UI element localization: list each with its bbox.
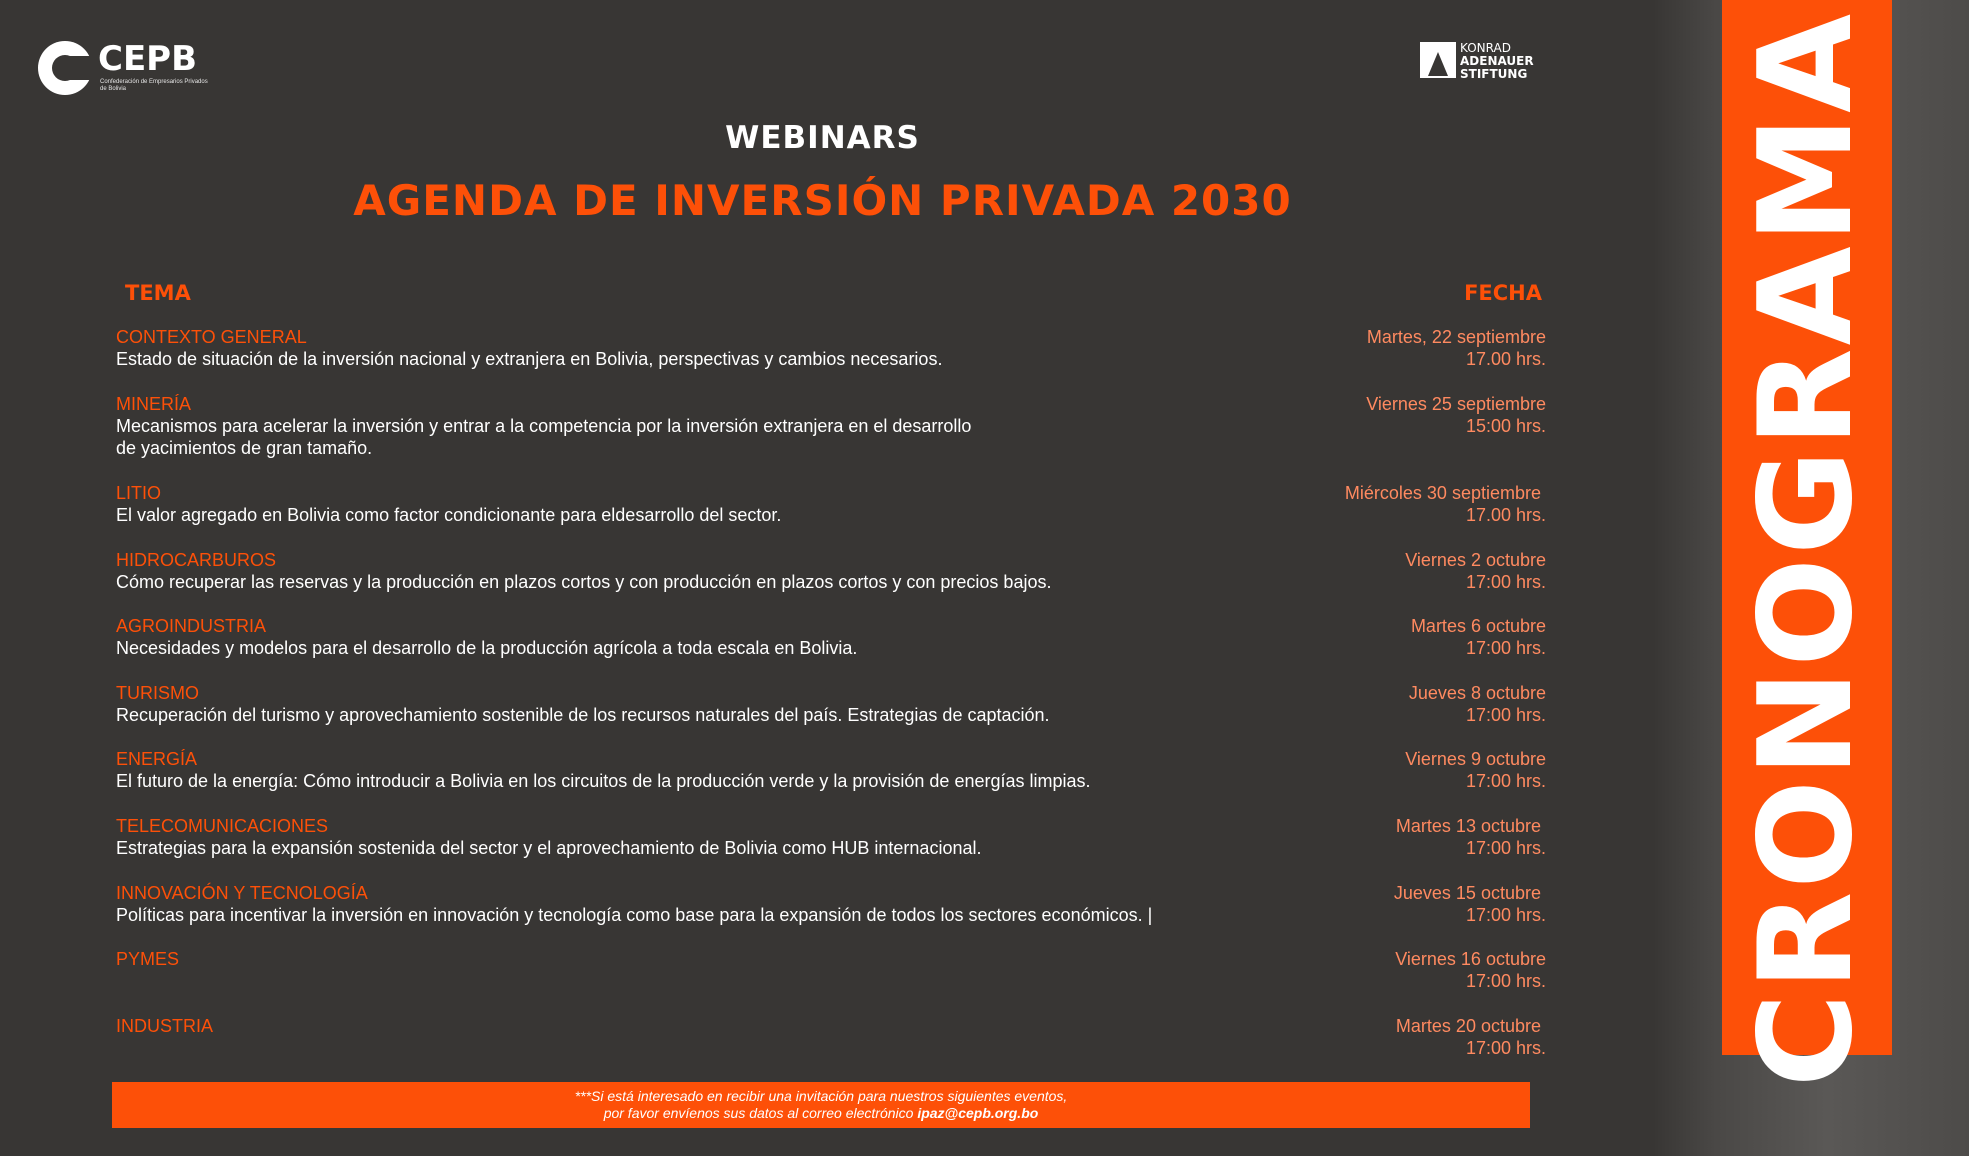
row-date: Viernes 2 octubre xyxy=(1405,550,1546,570)
row-date: Viernes 25 septiembre xyxy=(1366,394,1546,414)
row-topic: HIDROCARBUROS xyxy=(116,550,277,570)
row-topic: ENERGÍA xyxy=(116,749,198,769)
page-title: WEBINARS xyxy=(725,120,920,156)
row-date: Miércoles 30 septiembre xyxy=(1344,483,1546,503)
row-time: 17:00 hrs. xyxy=(1465,771,1546,791)
agenda-row xyxy=(116,815,1546,875)
row-description: El valor agregado en Bolivia como factor condicionante para eldesarrollo del sector. xyxy=(116,505,782,525)
row-date: Martes, 22 septiembre xyxy=(1366,327,1546,347)
agenda-row xyxy=(116,1015,1546,1075)
cronograma-band xyxy=(1722,0,1892,1087)
column-header-fecha: FECHA xyxy=(1464,281,1542,305)
row-time: 17:00 hrs. xyxy=(1465,971,1546,991)
row-description: Estado de situación de la inversión nacional y extranjera en Bolivia, perspectivas y cambios necesarios. xyxy=(116,349,943,369)
cepb-logo-icon xyxy=(38,41,92,95)
footer-banner xyxy=(112,1082,1530,1128)
row-date: Martes 20 octubre xyxy=(1395,1016,1546,1036)
footer-line-2-text: por favor envíenos sus datos al correo electrónico xyxy=(603,1105,914,1121)
kas-logo-text xyxy=(1460,42,1534,81)
row-description: Cómo recuperar las reservas y la producción en plazos cortos y con producción en plazos cortos y con precios bajos. xyxy=(116,572,1052,592)
row-topic: TURISMO xyxy=(116,683,199,703)
row-description: El futuro de la energía: Cómo introducir a Bolivia en los circuitos de la producción verde y la provisión de energías limpias. xyxy=(116,771,1091,791)
page-subtitle: AGENDA DE INVERSIÓN PRIVADA 2030 xyxy=(353,176,1292,225)
agenda-row xyxy=(116,549,1546,609)
row-time: 17.00 hrs. xyxy=(1465,349,1546,369)
row-description: Estrategias para la expansión sostenida del sector y el aprovechamiento de Bolivia como HUB internacional. xyxy=(116,838,982,858)
cepb-logo-subtitle: Confederación de Empresarios Privados de Bolivia xyxy=(100,79,208,92)
row-topic: AGROINDUSTRIA xyxy=(116,616,267,636)
row-topic: TELECOMUNICACIONES xyxy=(116,816,329,836)
row-time: 17:00 hrs. xyxy=(1465,572,1546,592)
row-time: 17:00 hrs. xyxy=(1465,705,1546,725)
cepb-logo-name: CEPB xyxy=(98,39,198,79)
kas-line-2: ADENAUER xyxy=(1460,54,1534,68)
row-description: Políticas para incentivar la inversión en innovación y tecnología como base para la expansión de todos los sectores económicos. | xyxy=(116,905,1153,925)
row-time: 17:00 hrs. xyxy=(1465,638,1546,658)
agenda-row xyxy=(116,482,1546,542)
row-date: Jueves 15 octubre xyxy=(1393,883,1546,903)
row-date: Martes 13 octubre xyxy=(1395,816,1546,836)
row-topic: INNOVACIÓN Y TECNOLOGÍA xyxy=(116,883,368,903)
row-time: 17:00 hrs. xyxy=(1465,1038,1546,1058)
agenda-row xyxy=(116,882,1546,942)
row-date: Martes 6 octubre xyxy=(1410,616,1546,636)
cronograma-label: CRONOGRAMA xyxy=(1732,10,1881,1087)
row-date: Viernes 16 octubre xyxy=(1395,949,1546,969)
row-time: 17:00 hrs. xyxy=(1465,905,1546,925)
footer-line-1: ***Si está interesado en recibir una invitación para nuestros siguientes eventos, xyxy=(574,1088,1068,1104)
kas-line-3: STIFTUNG xyxy=(1460,67,1528,81)
row-topic: PYMES xyxy=(116,949,180,969)
row-time: 17.00 hrs. xyxy=(1465,505,1546,525)
row-date: Viernes 9 octubre xyxy=(1405,749,1546,769)
row-time: 15:00 hrs. xyxy=(1465,416,1546,436)
kas-logo xyxy=(1420,42,1540,84)
row-description: Recuperación del turismo y aprovechamiento sostenible de los recursos naturales del país. Estrategias de captación. xyxy=(116,705,1050,725)
row-description: Mecanismos para acelerar la inversión y entrar a la competencia por la inversión extranjera en el desarrollo de yacimientos de gran tamaño. xyxy=(116,416,972,458)
row-description: Necesidades y modelos para el desarrollo de la producción agrícola a toda escala en Bolivia. xyxy=(116,638,858,658)
row-time: 17:00 hrs. xyxy=(1465,838,1546,858)
agenda-row xyxy=(116,326,1546,386)
agenda-row xyxy=(116,948,1546,1008)
column-header-tema: TEMA xyxy=(125,281,191,305)
footer-line-2 xyxy=(112,1105,1530,1122)
agenda-row xyxy=(116,393,1546,458)
row-topic: MINERÍA xyxy=(116,394,192,414)
agenda-row xyxy=(116,615,1546,675)
kas-logo-icon xyxy=(1420,42,1456,78)
kas-line-1: KONRAD xyxy=(1460,41,1511,55)
row-date: Jueves 8 octubre xyxy=(1408,683,1546,703)
agenda-row xyxy=(116,682,1546,742)
row-topic: INDUSTRIA xyxy=(116,1016,214,1036)
row-topic: CONTEXTO GENERAL xyxy=(116,327,307,347)
row-topic: LITIO xyxy=(116,483,162,503)
cepb-logo xyxy=(38,38,218,98)
footer-email-link[interactable]: ipaz@cepb.org.bo xyxy=(917,1105,1039,1121)
agenda-row xyxy=(116,748,1546,808)
